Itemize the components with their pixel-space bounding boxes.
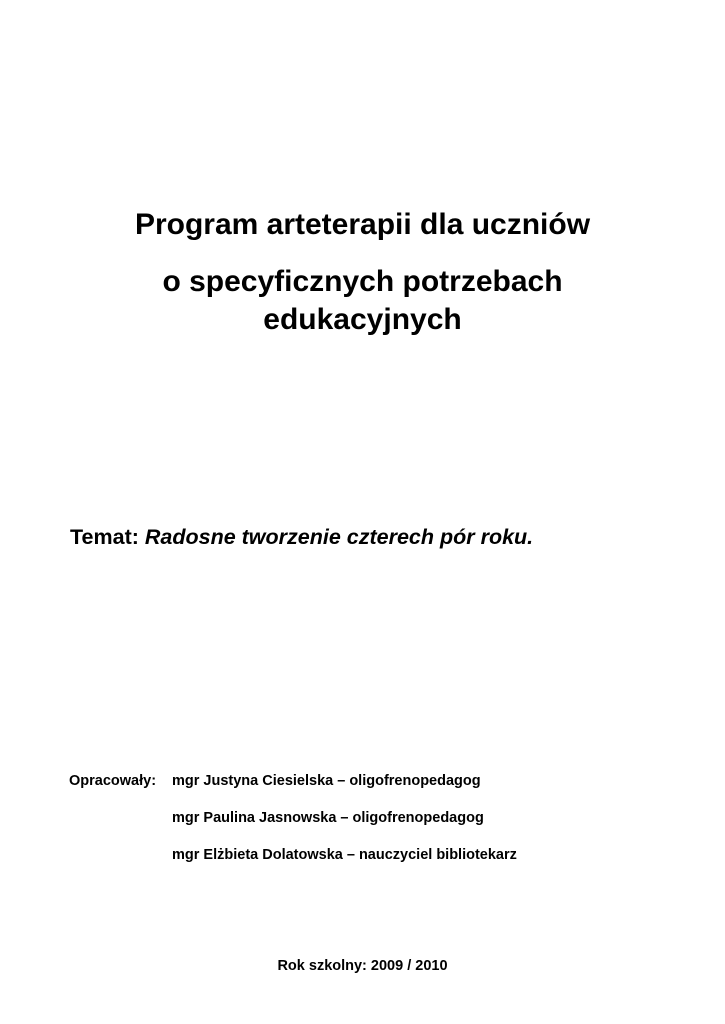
topic-value: Radosne tworzenie czterech pór roku. <box>144 525 534 549</box>
authors-label: Opracowały: <box>69 773 157 789</box>
title-line-2: o specyficznych potrzebach <box>162 265 563 298</box>
topic <box>70 525 533 550</box>
author-entry: mgr Justyna Ciesielska – oligofrenopedagog <box>172 773 481 789</box>
title-line-3: edukacyjnych <box>263 303 462 336</box>
topic-label: Temat: <box>70 525 139 549</box>
author-entry: mgr Paulina Jasnowska – oligofrenopedagog <box>172 810 484 826</box>
school-year: Rok szkolny: 2009 / 2010 <box>277 958 448 974</box>
title-line-1: Program arteterapii dla uczniów <box>134 208 591 241</box>
author-entry: mgr Elżbieta Dolatowska – nauczyciel bibliotekarz <box>172 847 517 863</box>
